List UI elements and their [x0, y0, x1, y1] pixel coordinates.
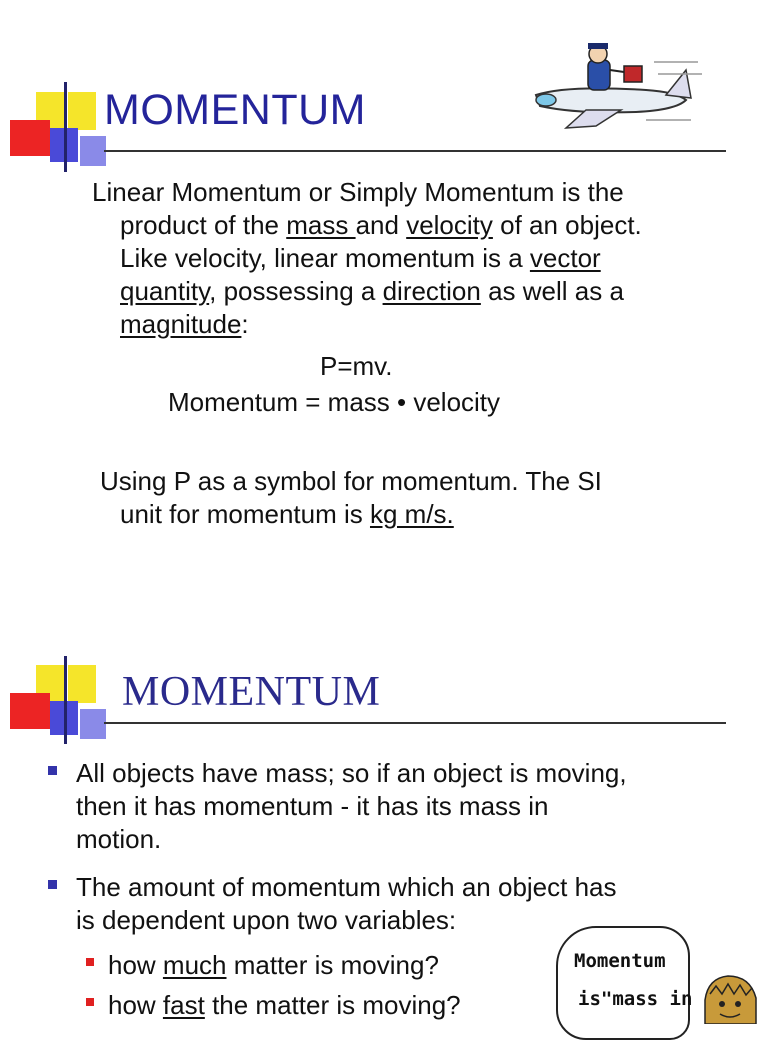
bullet-1-line-2: then it has momentum - it has its mass in	[76, 791, 549, 821]
formula-symbolic: P=mv.	[320, 351, 393, 381]
term-mass: mass	[286, 210, 356, 240]
bullet-1-line-3: motion.	[76, 824, 162, 854]
definition-line-2: product of the mass and velocity of an object.	[120, 210, 642, 240]
term-vector: vector	[529, 243, 601, 273]
definition-line-3: Like velocity, linear momentum is a vector	[120, 243, 601, 273]
title-rule-1	[104, 150, 726, 152]
slide-1-title: MOMENTUM	[104, 86, 366, 134]
bullet-square-icon	[48, 766, 57, 775]
sub-bullet-icon	[86, 958, 94, 966]
term-magnitude: magnitude	[120, 309, 242, 339]
term-velocity: velocity	[406, 210, 493, 240]
si-unit-line-2: unit for momentum is kg m/s.	[120, 499, 454, 529]
term-quantity: quantity	[120, 276, 210, 306]
sub-bullet-icon	[86, 998, 94, 1006]
sub-bullet-2: how fast the matter is moving?	[108, 990, 461, 1020]
definition-line-1: Linear Momentum or Simply Momentum is the	[92, 177, 624, 207]
airplane-rider-icon	[526, 40, 706, 135]
sub-bullet-1: how much matter is moving?	[108, 950, 439, 980]
bullet-1-line-1: All objects have mass; so if an object is moving,	[76, 758, 627, 788]
bubble-line-2: is"mass in	[578, 988, 693, 1010]
slide-2-title: MOMENTUM	[122, 669, 381, 715]
term-direction: direction	[382, 276, 481, 306]
definition-line-4: quantity, possessing a direction as well as a	[120, 276, 624, 306]
speech-bubble	[556, 926, 693, 1040]
title-rule-2	[104, 722, 726, 724]
bubble-line-1: Momentum	[574, 950, 666, 972]
bullet-2-line-2: is dependent upon two variables:	[76, 905, 457, 935]
formula-words: Momentum = mass • velocity	[168, 387, 501, 417]
cartoon-character-icon	[700, 970, 760, 1024]
bullet-square-icon	[48, 880, 57, 889]
term-unit: kg m/s.	[369, 499, 454, 529]
si-unit-line-1: Using P as a symbol for momentum. The SI	[100, 466, 602, 496]
definition-line-5: magnitude:	[120, 309, 249, 339]
bullet-2-line-1: The amount of momentum which an object has	[76, 872, 617, 902]
